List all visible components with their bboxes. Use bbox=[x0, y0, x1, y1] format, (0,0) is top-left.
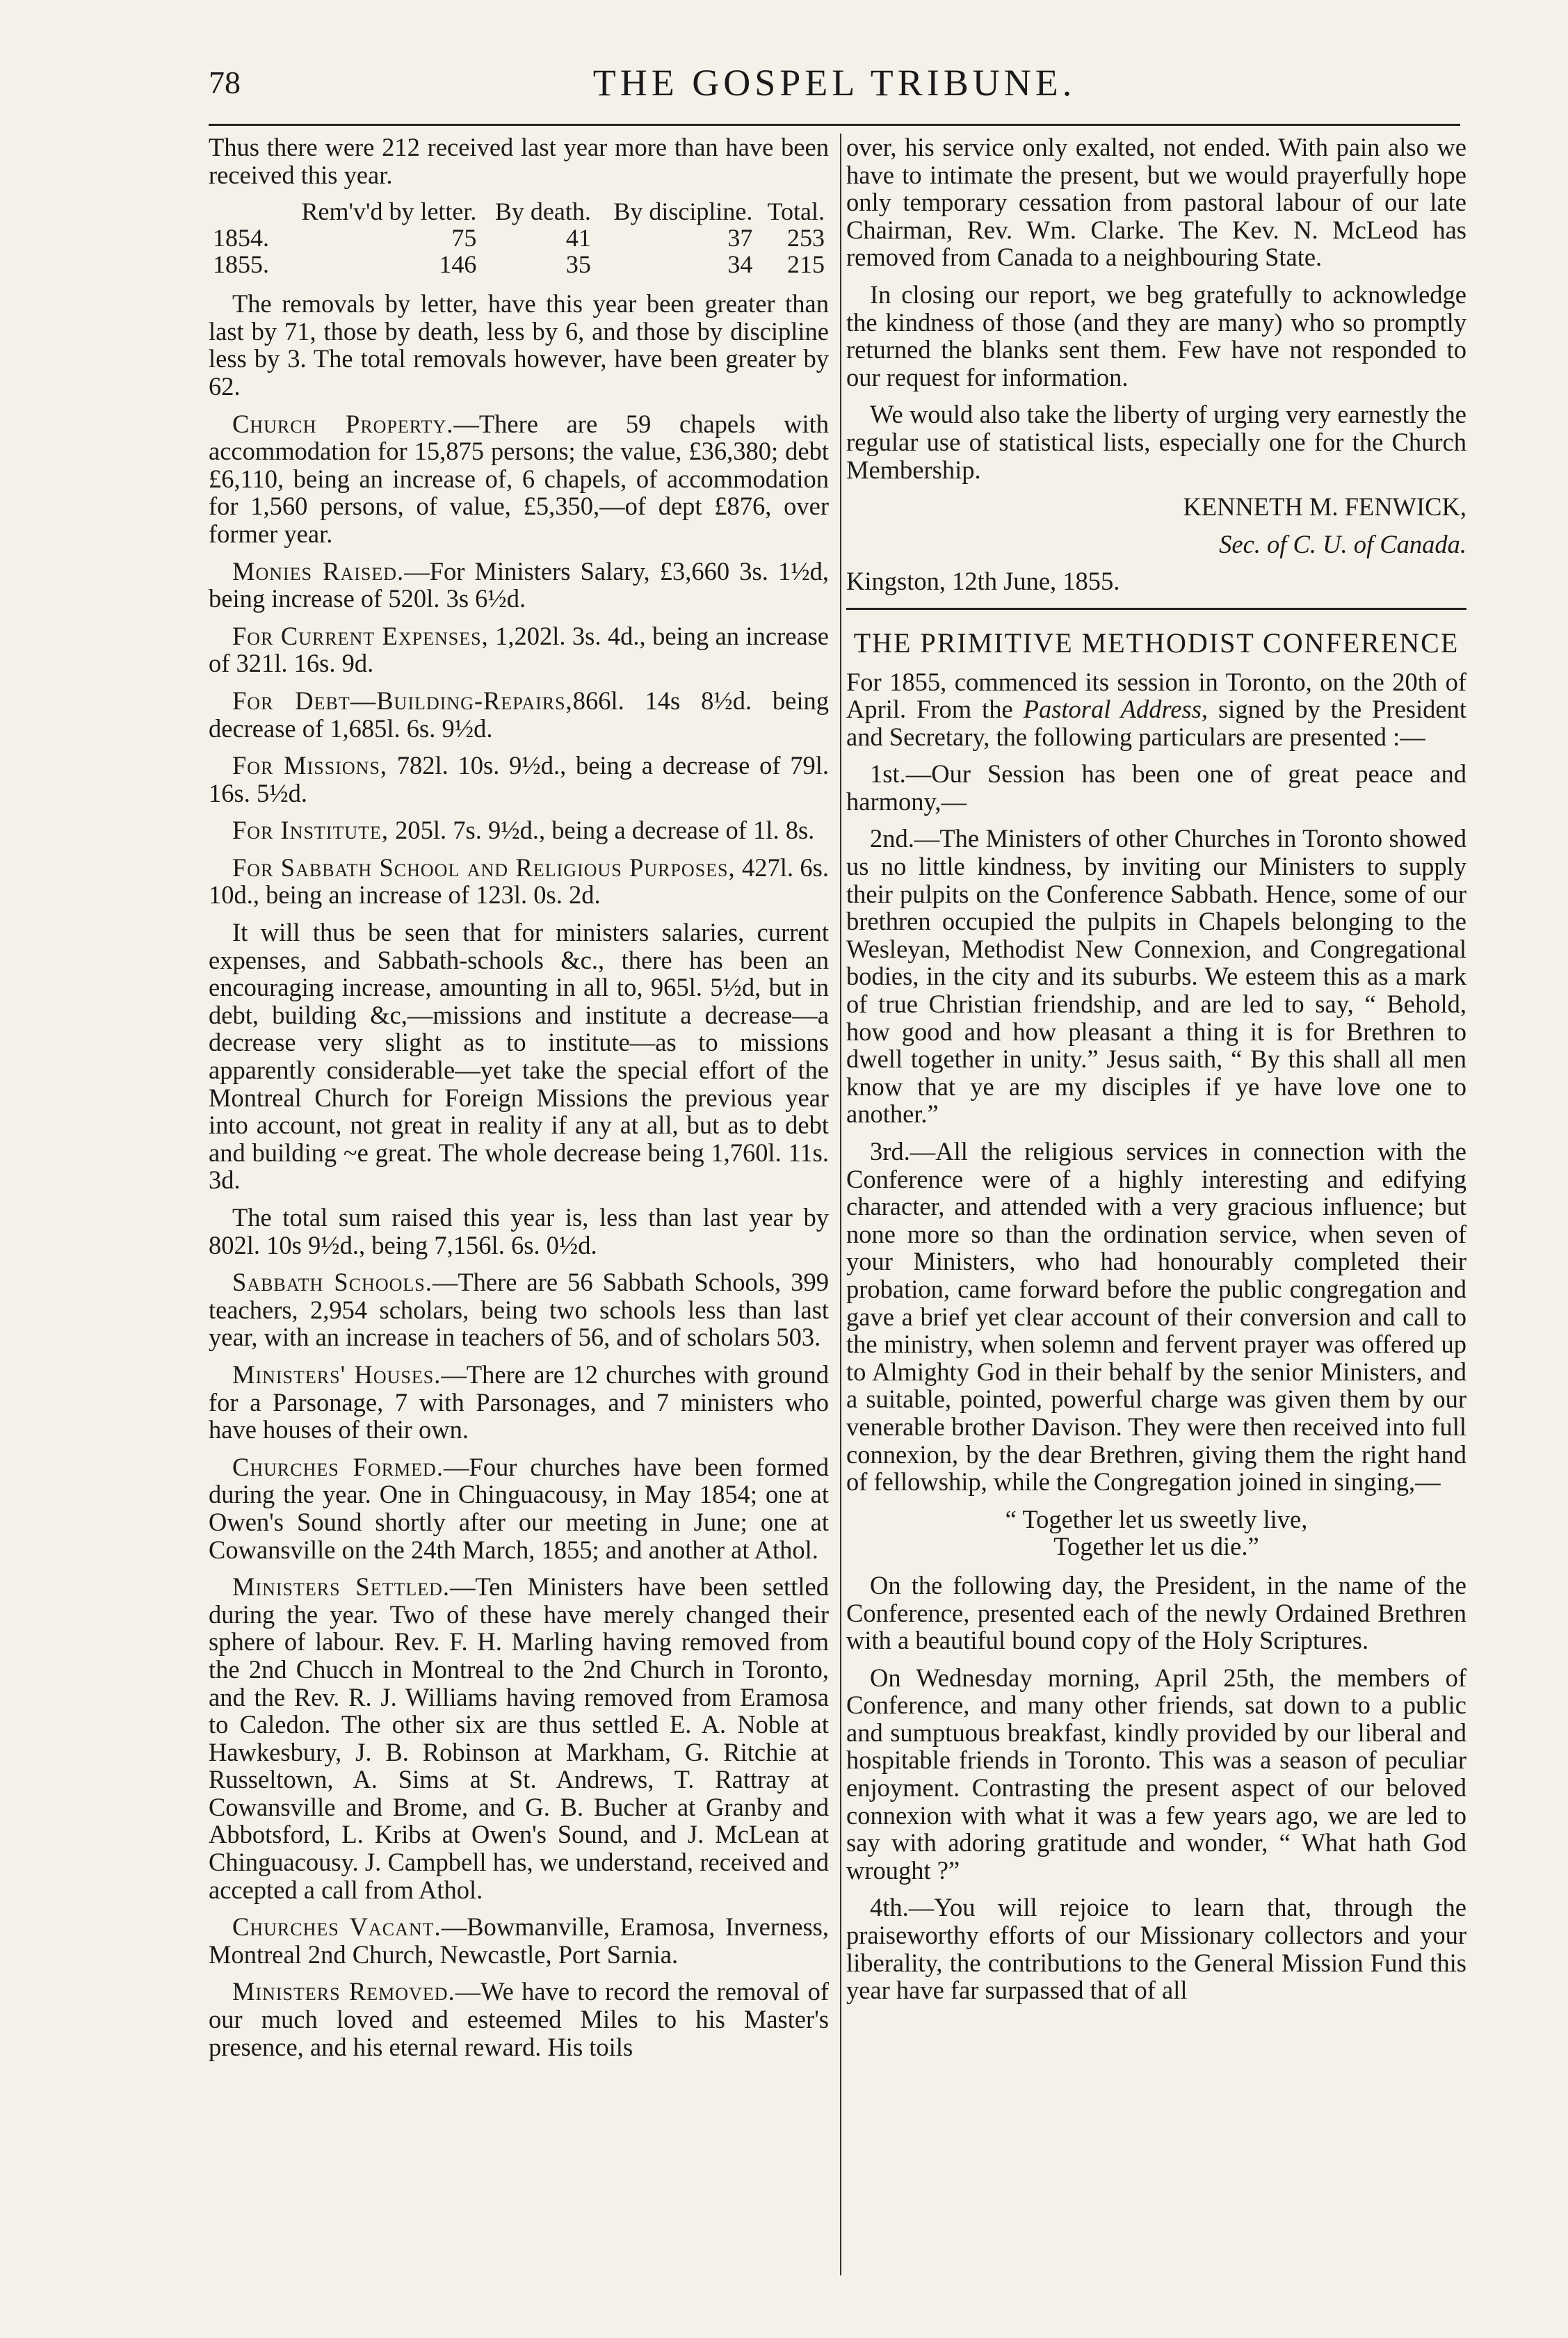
table-cell: 253 bbox=[787, 224, 825, 252]
stats-header-row bbox=[209, 198, 829, 225]
left-column bbox=[209, 134, 829, 2070]
stats-header-discipline: By discipline. bbox=[613, 197, 753, 226]
presentation-paragraph: On the following day, the President, in the name of the Conference, presented each of the newly Ordained Brethren with a beautiful bound copy of the Holy Scriptures. bbox=[846, 1570, 1466, 1655]
section-heading: THE PRIMITIVE METHODIST CONFERENCE bbox=[853, 627, 1460, 659]
current-expenses-heading: For Current Expenses, bbox=[232, 621, 489, 650]
churches-vacant-text: —Bowmanville, Eramosa, Inverness, Montreal 2nd Church, Newcastle, Port Sarnia. bbox=[209, 1912, 830, 1969]
church-property-heading: Church Property. bbox=[232, 409, 454, 438]
churches-formed-paragraph bbox=[209, 1453, 829, 1563]
ministers-houses-text: —There are 12 churches with ground for a Parsonage, 7 with Parsonages, and 7 ministers who have houses of their own. bbox=[209, 1360, 829, 1444]
sabbath-schools-paragraph bbox=[209, 1268, 829, 1351]
missions-text: 782l. 10s. 9½d., being a decrease of 79l. 16s. 5½d. bbox=[209, 751, 830, 807]
right-column bbox=[846, 134, 1466, 2014]
stats-header-death: By death. bbox=[494, 197, 591, 226]
pastoral-address-title: Pastoral Address, bbox=[1023, 695, 1209, 724]
signature-place: Kingston, 12th June, 1855. bbox=[846, 567, 1120, 596]
page-number: 78 bbox=[209, 65, 241, 100]
churches-vacant-heading: Churches Vacant. bbox=[232, 1912, 442, 1942]
column-divider bbox=[840, 134, 841, 2275]
fourth-point-paragraph: 4th.—You will rejoice to learn that, through the praiseworthy efforts of our Missionary collectors and your liberality, the contributions to the General Mission Fund this year have far surpassed that of all bbox=[846, 1893, 1466, 2005]
conference-intro-text-end: signed by the President and Secretary, the following particulars are presented :— bbox=[846, 695, 1466, 751]
church-property-text: —There are 59 chapels with accommodation for 15,875 persons; the value, £36,380; debt £6,110, being an increase of, 6 chapels, of accommodation for 1,560 persons, of value, £5,350,—of dept £876, over former year. bbox=[209, 409, 829, 548]
table-cell: 41 bbox=[565, 224, 591, 252]
current-expenses-paragraph bbox=[209, 622, 829, 677]
missions-paragraph bbox=[209, 752, 829, 807]
total-paragraph: The total sum raised this year is, less than last year by 802l. 10s 9½d., being 7,156l. 6s. 0½d. bbox=[209, 1203, 829, 1259]
ministers-settled-text: —Ten Ministers have been settled during the year. Two of these have merely changed their sphere of labour. Rev. F. H. Marling having removed from the 2nd Chucch in Montreal to the 2nd Church in Toronto, and the Rev. R. J. Williams having removed from Eramosa to Caledon. The other six are thus settled E. A. Noble at Hawkesbury, J. B. Robinson at Markham, G. Ritchie at Russeltown, A. Sims at St. Andrews, T. Rattray at Cowansville and Brome, and G. B. Bucher at Granby and Abbotsford, L. Kribs at Owen's Sound, and J. McLean at Chinguacousy. J. Campbell has, we understand, received and accepted a call from Athol. bbox=[209, 1572, 829, 1904]
sabbath-schools-heading: Sabbath Schools. bbox=[232, 1268, 433, 1297]
header-rule bbox=[209, 124, 1460, 126]
section-rule bbox=[846, 608, 1466, 610]
second-point-paragraph: 2nd.—The Ministers of other Churches in Toronto showed us no little kindness, by inviting our Ministers to supply their pulpits on the Conference Sabbath. Hence, some of our brethren occupied the pulpits in Chapels belonging to the Wesleyan, Methodist New Connexion, and Congregational bodies, in the city and its suburbs. We esteem this as a mark of true Christian friendship, and are led to say, “ Behold, how good and how pleasant a thing it is for Brethren to dwell together in unity.” Jesus saith, “ By this shall all men know that ye are my disciples if ye have love one to another.” bbox=[846, 824, 1466, 1129]
ministers-removed-text: —We have to record the removal of our much loved and esteemed Miles to his Master's presence, and his eternal reward. His toils bbox=[209, 1977, 829, 2061]
continuation-paragraph: over, his service only exalted, not ended. With pain also we have to intimate the present, but we would prayerfully hope only temporary cessation from pastoral labour of our late Chairman, Rev. Wm. Clarke. The Kev. N. McLeod has removed from Canada to a neighbouring State. bbox=[846, 133, 1466, 272]
ministers-removed-heading: Ministers Removed. bbox=[232, 1977, 455, 2006]
table-cell: 215 bbox=[787, 250, 825, 279]
liberty-paragraph: We would also take the liberty of urging very earnestly the regular use of statistical lists, especially one for the Church Membership. bbox=[846, 400, 1466, 484]
verse-line: Together let us die.” bbox=[1053, 1532, 1259, 1561]
churches-formed-heading: Churches Formed. bbox=[232, 1452, 444, 1481]
debt-text: 866l. 14s 8½d. being decrease of 1,685l. 6s. 9½d. bbox=[209, 686, 829, 743]
institute-heading: For Institute, bbox=[232, 816, 389, 845]
table-cell: 1854. bbox=[213, 224, 269, 252]
ministers-houses-paragraph bbox=[209, 1361, 829, 1444]
ministers-settled-heading: Ministers Settled. bbox=[232, 1572, 451, 1602]
stats-header-letter: Rem'v'd by letter. bbox=[301, 197, 477, 226]
conference-intro-paragraph bbox=[846, 668, 1466, 751]
institute-text: 205l. 7s. 9½d., being a decrease of 1l. 8s. bbox=[389, 816, 815, 845]
debt-heading: For Debt—Building-Repairs, bbox=[232, 686, 573, 715]
table-cell: 75 bbox=[451, 224, 477, 252]
running-title: THE GOSPEL TRIBUNE. bbox=[592, 62, 1076, 104]
monies-paragraph bbox=[209, 558, 829, 613]
stats-header-year bbox=[209, 198, 280, 225]
verse-line: “ Together let us sweetly live, bbox=[1005, 1504, 1308, 1533]
churches-vacant-paragraph bbox=[209, 1913, 829, 1968]
first-point-paragraph: 1st.—Our Session has been one of great peace and harmony,— bbox=[846, 759, 1466, 816]
churches-formed-text: —Four churches have been formed during the year. One in Chinguacousy, in May 1854; one at Owen's Sound shortly after our meeting in June; one at Cowansville on the 24th March, 1855; and another at Athol. bbox=[209, 1452, 829, 1564]
removals-paragraph: The removals by letter, have this year been greater than last by 71, those by death, less by 6, and those by discipline less by 3. The total removals however, have been greater by 62. bbox=[209, 289, 829, 401]
sabbath-purposes-paragraph bbox=[209, 854, 829, 909]
third-point-paragraph: 3rd.—All the religious services in connection with the Conference were of a highly interesting and edifying character, and attended with a very gracious influence; but none more so than the ordination service, when seven of your Ministers, who had honourably completed their probation, came forward before the public congregation and gave a brief yet clear account of their conversion and call to the ministry, when solemn and fervent prayer was offered up to Almighty God in their behalf by the senior Ministers, and a suitable, pointed, powerful charge was given them by our venerable brother Davison. They were then received into full connexion, by the dear Brethren, giving them the right hand of fellowship, while the Congregation joined in singing,— bbox=[846, 1137, 1466, 1497]
church-property-paragraph bbox=[209, 410, 829, 548]
table-cell: 35 bbox=[565, 250, 591, 279]
monies-heading: Monies Raised. bbox=[232, 556, 405, 586]
stats-header-total: Total. bbox=[767, 197, 825, 226]
ministers-settled-paragraph bbox=[209, 1573, 829, 1903]
sabbath-purposes-heading: For Sabbath School and Religious Purposes, bbox=[232, 853, 736, 882]
hymn-verse bbox=[846, 1506, 1466, 1561]
ministers-houses-heading: Ministers' Houses. bbox=[232, 1360, 442, 1389]
table-row bbox=[209, 225, 829, 251]
table-cell: 1855. bbox=[213, 250, 269, 279]
table-cell: 146 bbox=[439, 250, 477, 279]
monies-text: —For Ministers Salary, £3,660 3s. 1½d, being increase of 520l. 3s 6½d. bbox=[209, 556, 829, 613]
breakfast-paragraph: On Wednesday morning, April 25th, the members of Conference, and many other friends, sat down to a public and sumptuous breakfast, kindly provided by our liberal and hospitable friends in Toronto. This was a season of peculiar enjoyment. Contrasting the present aspect of our beloved connexion with what it was a few years ago, we are led to say with adoring gratitude and wonder, “ What hath God wrought ?” bbox=[846, 1663, 1466, 1885]
table-cell: 34 bbox=[727, 250, 753, 279]
page-header bbox=[209, 56, 1460, 111]
missions-heading: For Missions, bbox=[232, 751, 387, 780]
intro-paragraph: Thus there were 212 received last year more than have been received this year. bbox=[209, 133, 829, 189]
signature-office: Sec. of C. U. of Canada. bbox=[1219, 529, 1466, 558]
membership-stats-table bbox=[209, 198, 829, 277]
ministers-removed-paragraph bbox=[209, 1978, 829, 2061]
summary-paragraph: It will thus be seen that for ministers salaries, current expenses, and Sabbath-schools &c., there has been an encouraging increase, amounting in all to, 965l. 5½d, but in debt, building &c,—missions and institute a decrease—a decrease very slight as to institute—as to missions apparently considerable—yet take the special effort of the Montreal Church for Foreign Missions the previous year into account, not great in reality if any at all, but as to debt and building ~e great. The whole decrease being 1,760l. 11s. 3d. bbox=[209, 918, 829, 1195]
debt-paragraph bbox=[209, 687, 829, 742]
current-expenses-text: 1,202l. 3s. 4d., being an increase of 321l. 16s. 9d. bbox=[209, 621, 829, 678]
sabbath-schools-text: —There are 56 Sabbath Schools, 399 teachers, 2,954 scholars, being two schools less than last year, with an increase in teachers of 56, and of scholars 503. bbox=[209, 1268, 830, 1352]
closing-paragraph: In closing our report, we beg gratefully to acknowledge the kindness of those (and they are many) who so promptly returned the blanks sent them. Few have not responded to our request for information. bbox=[846, 280, 1466, 392]
institute-paragraph bbox=[209, 816, 829, 844]
conference-intro-text: For 1855, commenced its session in Toronto, on the 20th of April. From the bbox=[846, 667, 1466, 724]
table-cell: 37 bbox=[727, 224, 753, 252]
signature-name: KENNETH M. FENWICK, bbox=[1183, 492, 1466, 522]
sabbath-purposes-text: 427l. 6s. 10d., being an increase of 123l. 0s. 2d. bbox=[209, 853, 829, 910]
table-row bbox=[209, 251, 829, 277]
